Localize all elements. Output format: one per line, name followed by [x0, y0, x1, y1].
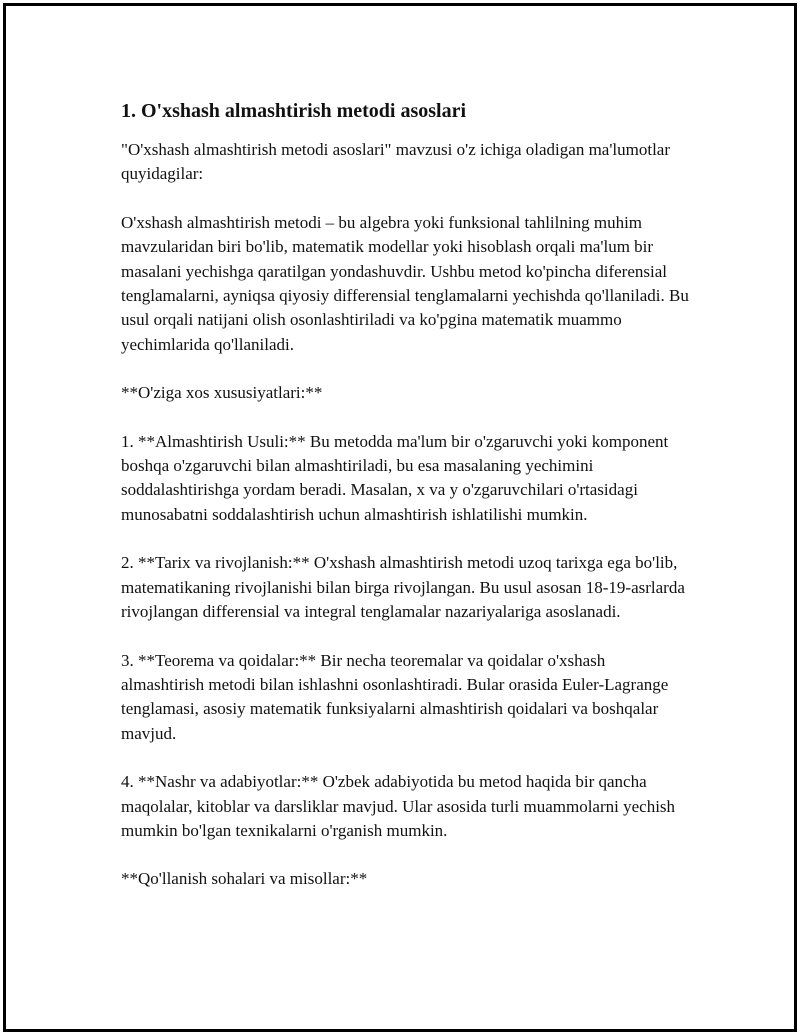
- intro-paragraph: "O'xshash almashtirish metodi asoslari" mavzusi o'z ichiga oladigan ma'lumotlar quyidagilar:: [121, 140, 671, 184]
- applications-heading: **Qo'llanish sohalari va misollar:**: [121, 869, 368, 889]
- definition-paragraph: O'xshash almashtirish metodi – bu algebra yoki funksional tahlilning muhim mavzularidan biri bo'lib, matematik modellar yoki hisoblash orqali ma'lum bir masalani yechishga qaratilgan yondashuvdir. Ushbu metod ko'pincha diferensial tenglamalarni, ayniqsa qiyosiy differensial tenglamalarni yechishda qo'llaniladi. Bu usul orqali natijani olish osonlashtiriladi va ko'pgina matematik muammo yechimlarida qo'llaniladi.: [121, 212, 689, 354]
- document-page: [3, 3, 797, 1032]
- feature-item-2: 2. **Tarix va rivojlanish:** O'xshash almashtirish metodi uzoq tarixga ega bo'lib, matematikaning rivojlanishi bilan birga rivojlangan. Bu usul asosan 18-19-asrlarda rivojlangan differensial va integral tenglamalar nazariyalariga asoslanadi.: [121, 553, 685, 622]
- page-title: 1. O'xshash almashtirish metodi asoslari: [121, 100, 467, 122]
- feature-item-3: 3. **Teorema va qoidalar:** Bir necha teoremalar va qoidalar o'xshash almashtirish metodi bilan ishlashni osonlashtiradi. Bular orasida Euler-Lagrange tenglamasi, asosiy matematik funksiyalarni almashtirish qoidalari va boshqalar mavjud.: [121, 650, 669, 743]
- document-content: [121, 99, 691, 916]
- feature-item-4: 4. **Nashr va adabiyotlar:** O'zbek adabiyotida bu metod haqida bir qancha maqolalar, kitoblar va darsliklar mavjud. Ular asosida turli muammolarni yechish mumkin bo'lgan texnikalarni o'rganish mumkin.: [121, 772, 676, 840]
- features-heading: **O'ziga xos xususiyatlari:**: [121, 383, 323, 403]
- feature-item-1: 1. **Almashtirish Usuli:** Bu metodda ma'lum bir o'zgaruvchi yoki komponent boshqa o'zgaruvchi bilan almashtiriladi, bu esa masalaning yechimini soddalashtirishga yordam beradi. Masalan, x va y o'zgaruvchilari o'rtasidagi munosabatni soddalashtirish uchun almashtirish ishlatilishi mumkin.: [121, 431, 669, 524]
